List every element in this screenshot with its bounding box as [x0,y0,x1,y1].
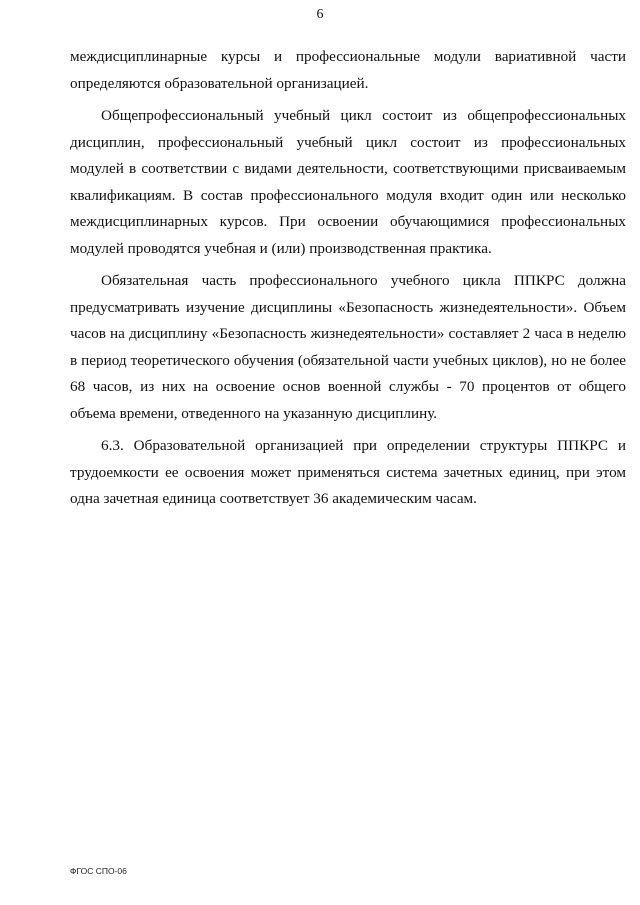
paragraph-continuation: междисциплинарные курсы и профессиональные модули вариативной части определяются образовательной организацией. [70,48,626,92]
document-body [70,44,626,519]
paragraph-mandatory-part: Обязательная часть профессионального учебного цикла ППКРС должна предусматривать изучение дисциплины «Безопасность жизнедеятельности». Объем часов на дисциплину «Безопасность жизнедеятельности» составляет 2 часа в неделю в период теоретического обучения (обязательной части учебных циклов), но не более 68 часов, из них на освоение основ военной службы - 70 процентов от общего объема времени, отведенного на указанную дисциплину. [70,272,626,422]
footer-doc-code: ФГОС СПО-06 [70,866,127,876]
page-number: 6 [316,7,324,22]
paragraph-general-cycle: Общепрофессиональный учебный цикл состоит из общепрофессиональных дисциплин, профессиональный учебный цикл состоит из профессиональных модулей в соответствии с видами деятельности, соответствующими присваиваемым квалификациям. В состав профессионального модуля входит один или несколько междисциплинарных курсов. При освоении обучающимися профессиональных модулей проводятся учебная и (или) производственная практика. [70,107,626,257]
paragraph-credit-system: 6.3. Образовательной организацией при определении структуры ППКРС и трудоемкости ее освоения может применяться система зачетных единиц, при этом одна зачетная единица соответствует 36 академическим часам. [70,437,626,507]
